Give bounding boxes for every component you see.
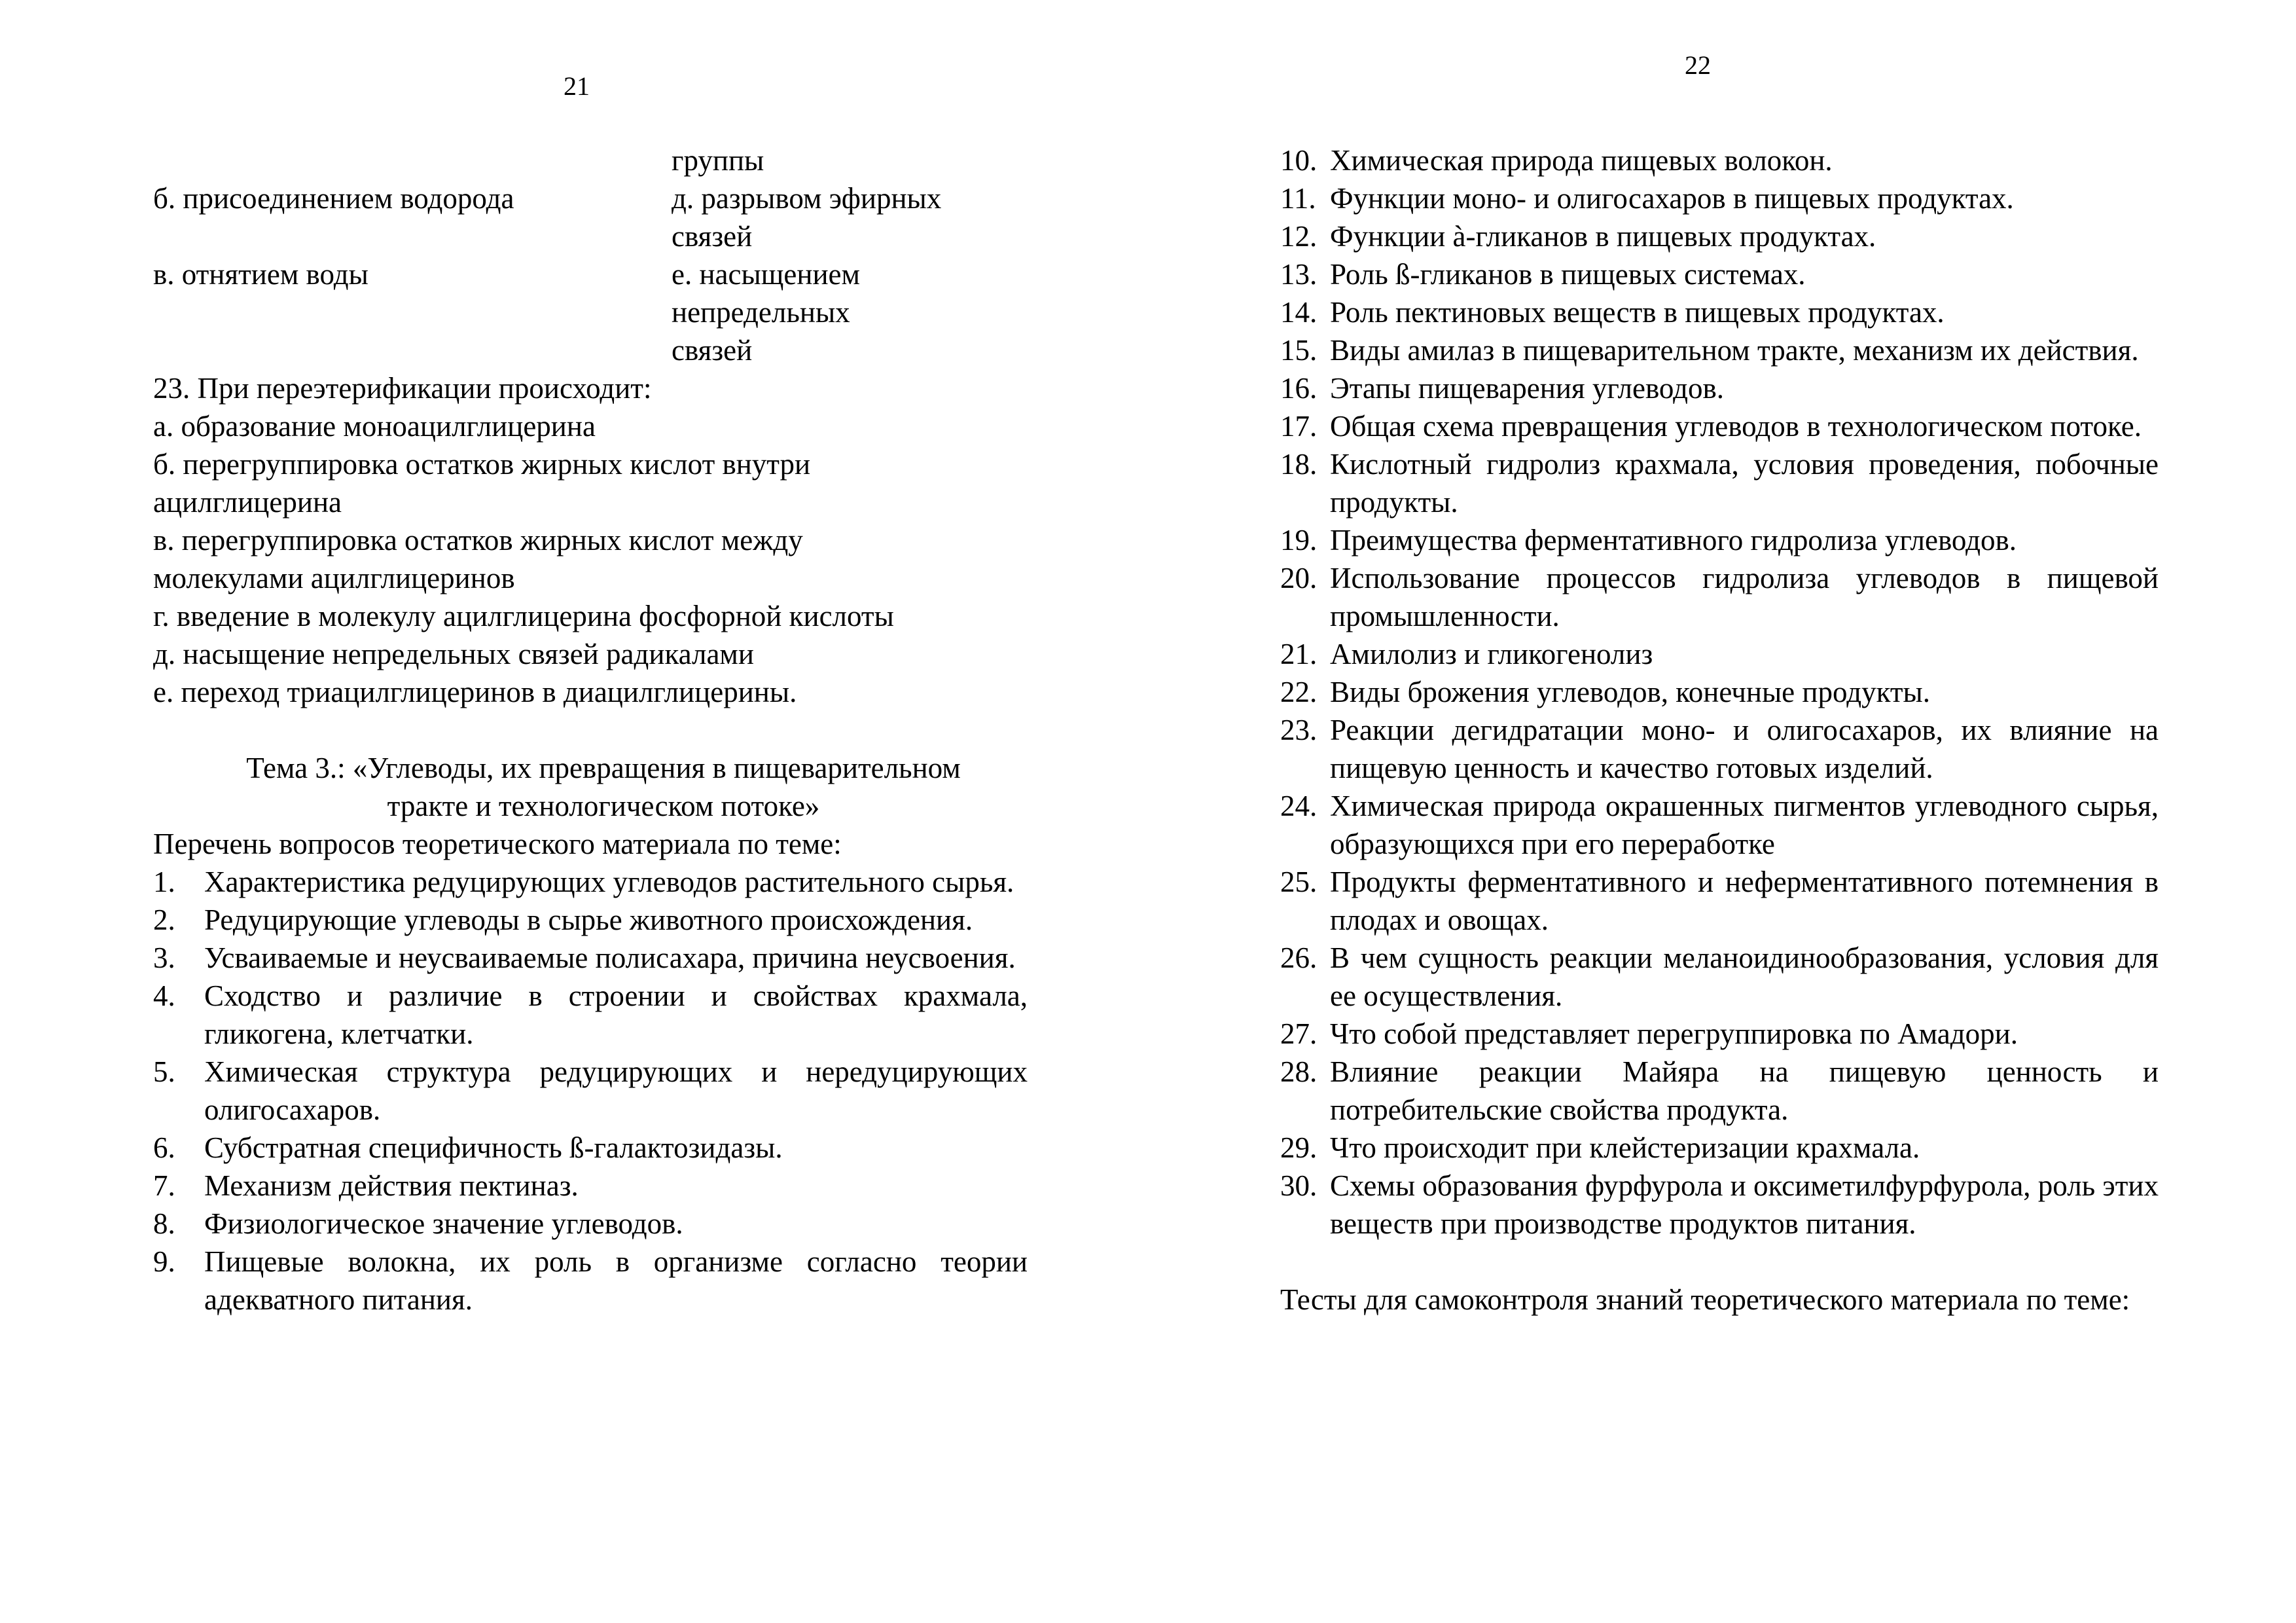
list-item [153, 939, 1028, 977]
list-item [153, 1053, 1028, 1129]
list-item [1280, 1129, 2159, 1167]
list-item [1280, 369, 2159, 407]
item-text: Амилолиз и гликогенолиз [1330, 638, 1653, 670]
item-number: 9. [153, 1245, 175, 1278]
item-text: Субстратная специфичность ß-галактозидазы. [204, 1131, 783, 1164]
answer-left: в. отнятием воды [153, 258, 368, 291]
list-item [153, 1243, 1028, 1319]
item-text: Химическая структура редуцирующих и нередуцирующих олигосахаров. [204, 1055, 1028, 1126]
answer-right: непредельных [672, 296, 850, 329]
item-number: 26. [1280, 941, 1318, 974]
answer-table-row [153, 141, 1028, 179]
item-text: Редуцирующие углеводы в сырье животного происхождения. [204, 903, 973, 936]
item-text: Схемы образования фурфурола и оксиметилфурфурола, роль этих веществ при производстве продуктов питания. [1330, 1169, 2159, 1240]
list-item [153, 1129, 1028, 1167]
item-number: 7. [153, 1169, 175, 1202]
tests-intro: Тесты для самоконтроля знаний теоретического материала по теме: [1280, 1283, 2130, 1316]
item-text: Химическая природа пищевых волокон. [1330, 144, 1833, 177]
list-item [153, 901, 1028, 939]
list-item [1280, 217, 2159, 255]
answer-left [153, 293, 672, 331]
topic-title-line-2: тракте и технологическом потоке» [387, 790, 820, 822]
item-number: 30. [1280, 1169, 1318, 1202]
question-list [153, 863, 1028, 1319]
list-item [1280, 179, 2159, 217]
answer-right: группы [672, 144, 764, 177]
item-text: Что происходит при клейстеризации крахмала. [1330, 1131, 1920, 1164]
item-number: 29. [1280, 1131, 1318, 1164]
answer-table-row [153, 255, 1028, 293]
item-text: Кислотный гидролиз крахмала, условия проведения, побочные продукты. [1330, 448, 2159, 519]
item-number: 5. [153, 1055, 175, 1088]
list-item [1280, 635, 2159, 673]
item-text: Общая схема превращения углеводов в технологическом потоке. [1330, 410, 2142, 443]
item-number: 20. [1280, 562, 1318, 594]
answer-table-row [153, 217, 1028, 255]
list-item [153, 863, 1028, 901]
item-number: 21. [1280, 638, 1318, 670]
item-text: Виды амилаз в пищеварительном тракте, механизм их действия. [1330, 334, 2139, 367]
answer-table-row [153, 293, 1028, 331]
item-number: 22. [1280, 676, 1318, 708]
list-item [153, 977, 1028, 1053]
list-item [1280, 141, 2159, 179]
list-item [1280, 711, 2159, 787]
item-number: 8. [153, 1207, 175, 1240]
answer-table-row [153, 331, 1028, 369]
item-number: 14. [1280, 296, 1318, 329]
item-number: 13. [1280, 258, 1318, 291]
item-text: Этапы пищеварения углеводов. [1330, 372, 1725, 405]
answer-option: в. перегруппировка остатков жирных кислот между молекулами ацилглицеринов [153, 524, 803, 594]
list-item [1280, 331, 2159, 369]
item-text: Механизм действия пектиназ. [204, 1169, 579, 1202]
item-number: 23. [1280, 714, 1318, 746]
list-item [1280, 445, 2159, 521]
list-item [1280, 1167, 2159, 1243]
item-number: 3. [153, 941, 175, 974]
list-item [1280, 407, 2159, 445]
right-page-content [1280, 141, 2159, 1319]
item-number: 24. [1280, 790, 1318, 822]
item-text: Что собой представляет перегруппировка по Амадори. [1330, 1017, 2018, 1050]
answer-option: б. перегруппировка остатков жирных кислот внутри ацилглицерина [153, 448, 811, 519]
item-text: Преимущества ферментативного гидролиза углеводов. [1330, 524, 2017, 556]
item-number: 25. [1280, 866, 1318, 898]
list-item [1280, 1015, 2159, 1053]
item-text: Реакции дегидратации моно- и олигосахаров, их влияние на пищевую ценность и качество готовых изделий. [1330, 714, 2159, 784]
item-number: 12. [1280, 220, 1318, 253]
item-text: Сходство и различие в строении и свойствах крахмала, гликогена, клетчатки. [204, 979, 1028, 1050]
list-item [1280, 293, 2159, 331]
answer-option: а. образование моноацилглицерина [153, 410, 596, 443]
spacer [153, 711, 1028, 749]
answer-left [153, 331, 672, 369]
item-number: 2. [153, 903, 175, 936]
item-text: Виды брожения углеводов, конечные продукты. [1330, 676, 1931, 708]
list-item [1280, 787, 2159, 863]
answer-table [153, 141, 1028, 369]
answer-left: б. присоединением водорода [153, 182, 514, 215]
list-item [1280, 939, 2159, 1015]
item-number: 4. [153, 979, 175, 1012]
item-number: 10. [1280, 144, 1318, 177]
list-item [153, 1205, 1028, 1243]
topic-title-line-1: Тема 3.: «Углеводы, их превращения в пищеварительном [246, 752, 961, 784]
page-number: 22 [1685, 50, 1711, 80]
list-intro: Перечень вопросов теоретического материала по теме: [153, 828, 842, 860]
item-text: Функции моно- и олигосахаров в пищевых продуктах. [1330, 182, 2014, 215]
answer-option: е. переход триацилглицеринов в диацилглицерины. [153, 676, 797, 708]
right-page [1280, 0, 2159, 1623]
answer-option: д. насыщение непредельных связей радикалами [153, 638, 754, 670]
answer-right: д. разрывом эфирных [672, 182, 942, 215]
list-item [1280, 559, 2159, 635]
list-item [1280, 673, 2159, 711]
answer-left [153, 217, 672, 255]
item-text: Химическая природа окрашенных пигментов углеводного сырья, образующихся при его переработке [1330, 790, 2159, 860]
item-number: 28. [1280, 1055, 1318, 1088]
item-text: Функции à-гликанов в пищевых продуктах. [1330, 220, 1876, 253]
list-item [1280, 255, 2159, 293]
item-text: Продукты ферментативного и неферментативного потемнения в плодах и овощах. [1330, 866, 2159, 936]
answer-right: связей [672, 334, 753, 367]
page-number: 21 [564, 71, 590, 101]
left-page-content [153, 141, 1028, 1319]
item-number: 18. [1280, 448, 1318, 481]
item-text: Влияние реакции Майяра на пищевую ценность и потребительские свойства продукта. [1330, 1055, 2159, 1126]
list-item [1280, 521, 2159, 559]
item-text: Пищевые волокна, их роль в организме согласно теории адекватного питания. [204, 1245, 1028, 1316]
item-text: Роль ß-гликанов в пищевых системах. [1330, 258, 1806, 291]
answer-right: связей [672, 220, 753, 253]
question-23: 23. При переэтерификации происходит: [153, 372, 652, 405]
answer-left [153, 141, 672, 179]
list-item [153, 1167, 1028, 1205]
item-number: 16. [1280, 372, 1318, 405]
item-text: Роль пектиновых веществ в пищевых продуктах. [1330, 296, 1945, 329]
left-page [153, 0, 1028, 1623]
item-number: 15. [1280, 334, 1318, 367]
item-number: 19. [1280, 524, 1318, 556]
item-number: 11. [1280, 182, 1316, 215]
list-item [1280, 863, 2159, 939]
item-text: Использование процессов гидролиза углеводов в пищевой промышленности. [1330, 562, 2159, 632]
item-number: 6. [153, 1131, 175, 1164]
item-text: Физиологическое значение углеводов. [204, 1207, 683, 1240]
list-item [1280, 1053, 2159, 1129]
item-number: 27. [1280, 1017, 1318, 1050]
item-text: В чем сущность реакции меланоидинообразования, условия для ее осуществления. [1330, 941, 2159, 1012]
item-number: 1. [153, 866, 175, 898]
item-text: Характеристика редуцирующих углеводов растительного сырья. [204, 866, 1014, 898]
item-number: 17. [1280, 410, 1318, 443]
item-text: Усваиваемые и неусваиваемые полисахара, причина неусвоения. [204, 941, 1016, 974]
spacer [1280, 1243, 2159, 1281]
question-list [1280, 141, 2159, 1243]
answer-table-row [153, 179, 1028, 217]
answer-option: г. введение в молекулу ацилглицерина фосфорной кислоты [153, 600, 894, 632]
answer-right: е. насыщением [672, 258, 860, 291]
